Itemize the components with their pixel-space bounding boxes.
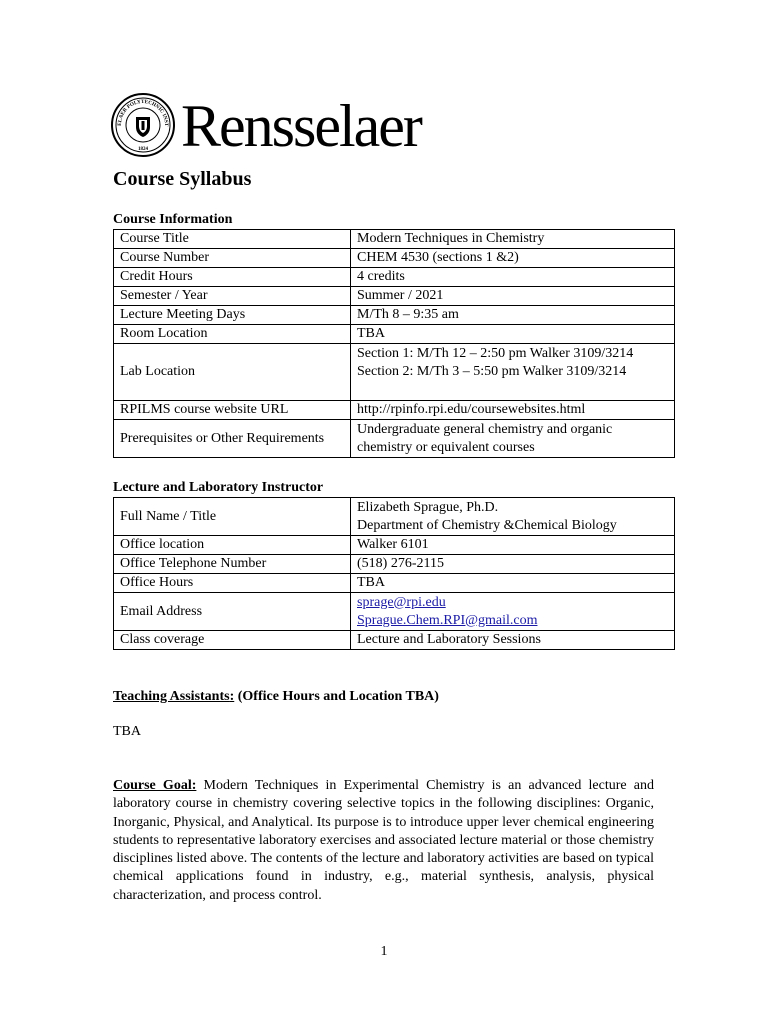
instructor-row xyxy=(114,574,675,593)
course-info-row xyxy=(114,249,675,268)
row-label: Lecture Meeting Days xyxy=(114,306,351,325)
email-link[interactable]: Sprague.Chem.RPI@gmail.com xyxy=(357,612,538,628)
row-value xyxy=(351,325,675,344)
course-information-heading: Course Information xyxy=(113,212,233,227)
row-value xyxy=(351,344,675,401)
value-line: Section 2: M/Th 3 – 5:50 pm Walker 3109/3214 xyxy=(357,364,627,379)
instructor-table xyxy=(113,497,675,650)
row-value xyxy=(351,498,675,536)
course-info-row xyxy=(114,344,675,401)
course-info-row xyxy=(114,230,675,249)
row-label: Lab Location xyxy=(114,344,351,401)
row-label: Prerequisites or Other Requirements xyxy=(114,420,351,458)
course-info-row xyxy=(114,401,675,420)
row-label: Office Hours xyxy=(114,574,351,593)
course-info-row xyxy=(114,306,675,325)
instructor-row xyxy=(114,593,675,631)
course-goal-paragraph xyxy=(113,777,654,905)
value-line: TBA xyxy=(357,326,385,341)
page-number: 1 xyxy=(380,944,388,959)
row-value xyxy=(351,287,675,306)
row-value xyxy=(351,268,675,287)
teaching-assistants-label: Teaching Assistants xyxy=(113,689,230,704)
instructor-heading: Lecture and Laboratory Instructor xyxy=(113,480,324,495)
value-line: Department of Chemistry &Chemical Biology xyxy=(357,517,617,533)
rensselaer-logo xyxy=(111,93,421,157)
row-label: Office Telephone Number xyxy=(114,555,351,574)
course-info-row xyxy=(114,325,675,344)
course-info-row xyxy=(114,287,675,306)
course-goal-text: Modern Techniques in Experimental Chemistry is an advanced lecture and laboratory course in chemistry covering selective topics in the following disciplines: Organic, Inorganic, Physical, and Analytical. Its purpose is to introduce upper lever chemical engineering students to representative laboratory exercises and associated lecture material or those chemistry disciplines listed above. The contents of the lecture and laboratory activities are based on typical chemical applications found in industry, e.g., material synthesis, analysis, physical characterization, and process control. xyxy=(113,778,655,903)
row-value xyxy=(351,401,675,420)
row-label: Course Number xyxy=(114,249,351,268)
course-info-row xyxy=(114,420,675,458)
course-info-row xyxy=(114,268,675,287)
row-label: Semester / Year xyxy=(114,287,351,306)
row-value xyxy=(351,420,675,458)
instructor-row xyxy=(114,555,675,574)
instructor-row xyxy=(114,536,675,555)
row-label: Class coverage xyxy=(114,631,351,650)
instructor-row xyxy=(114,498,675,536)
email-link[interactable]: sprage@rpi.edu xyxy=(357,594,446,610)
row-label: Course Title xyxy=(114,230,351,249)
value-line: M/Th 8 – 9:35 am xyxy=(357,307,459,322)
teaching-assistants-colon: : xyxy=(229,689,235,704)
value-line: Summer / 2021 xyxy=(357,288,444,303)
svg-text:RENSSELAER POLYTECHNIC INSTITU: ELAER POLYTECHNIC INST xyxy=(116,98,170,127)
value-line xyxy=(357,381,668,399)
teaching-assistants-body: TBA xyxy=(113,724,141,739)
logo-wordmark: Rensselaer xyxy=(181,93,421,159)
row-label: RPILMS course website URL xyxy=(114,401,351,420)
row-value xyxy=(351,555,675,574)
value-line: Modern Techniques in Chemistry xyxy=(357,231,545,246)
value-line: Undergraduate general chemistry and organic xyxy=(357,421,613,437)
institute-seal-icon xyxy=(111,93,175,157)
row-value xyxy=(351,593,675,631)
page-title: Course Syllabus xyxy=(113,168,252,190)
value-line: Walker 6101 xyxy=(357,537,429,552)
value-line: CHEM 4530 (sections 1 &2) xyxy=(357,250,519,265)
value-line: http://rpinfo.rpi.edu/coursewebsites.html xyxy=(357,402,586,417)
row-value xyxy=(351,631,675,650)
svg-text:1824: 1824 xyxy=(138,147,148,152)
row-label: Email Address xyxy=(114,593,351,631)
teaching-assistants-heading xyxy=(113,689,439,705)
course-goal-label: Course Goal: xyxy=(113,778,197,793)
row-value xyxy=(351,230,675,249)
value-line: Lecture and Laboratory Sessions xyxy=(357,632,541,647)
value-line: TBA xyxy=(357,575,385,590)
course-information-table xyxy=(113,229,675,458)
instructor-row xyxy=(114,631,675,650)
row-label: Office location xyxy=(114,536,351,555)
value-line: (518) 276-2115 xyxy=(357,556,444,571)
row-value xyxy=(351,574,675,593)
row-label: Full Name / Title xyxy=(114,498,351,536)
row-label: Credit Hours xyxy=(114,268,351,287)
row-value xyxy=(351,536,675,555)
value-line: 4 credits xyxy=(357,269,405,284)
value-line: chemistry or equivalent courses xyxy=(357,439,535,455)
row-value xyxy=(351,306,675,325)
value-line: Section 1: M/Th 12 – 2:50 pm Walker 3109/3214 xyxy=(357,346,634,361)
value-line: Elizabeth Sprague, Ph.D. xyxy=(357,499,499,515)
teaching-assistants-note: (Office Hours and Location TBA) xyxy=(234,689,439,704)
row-label: Room Location xyxy=(114,325,351,344)
row-value xyxy=(351,249,675,268)
